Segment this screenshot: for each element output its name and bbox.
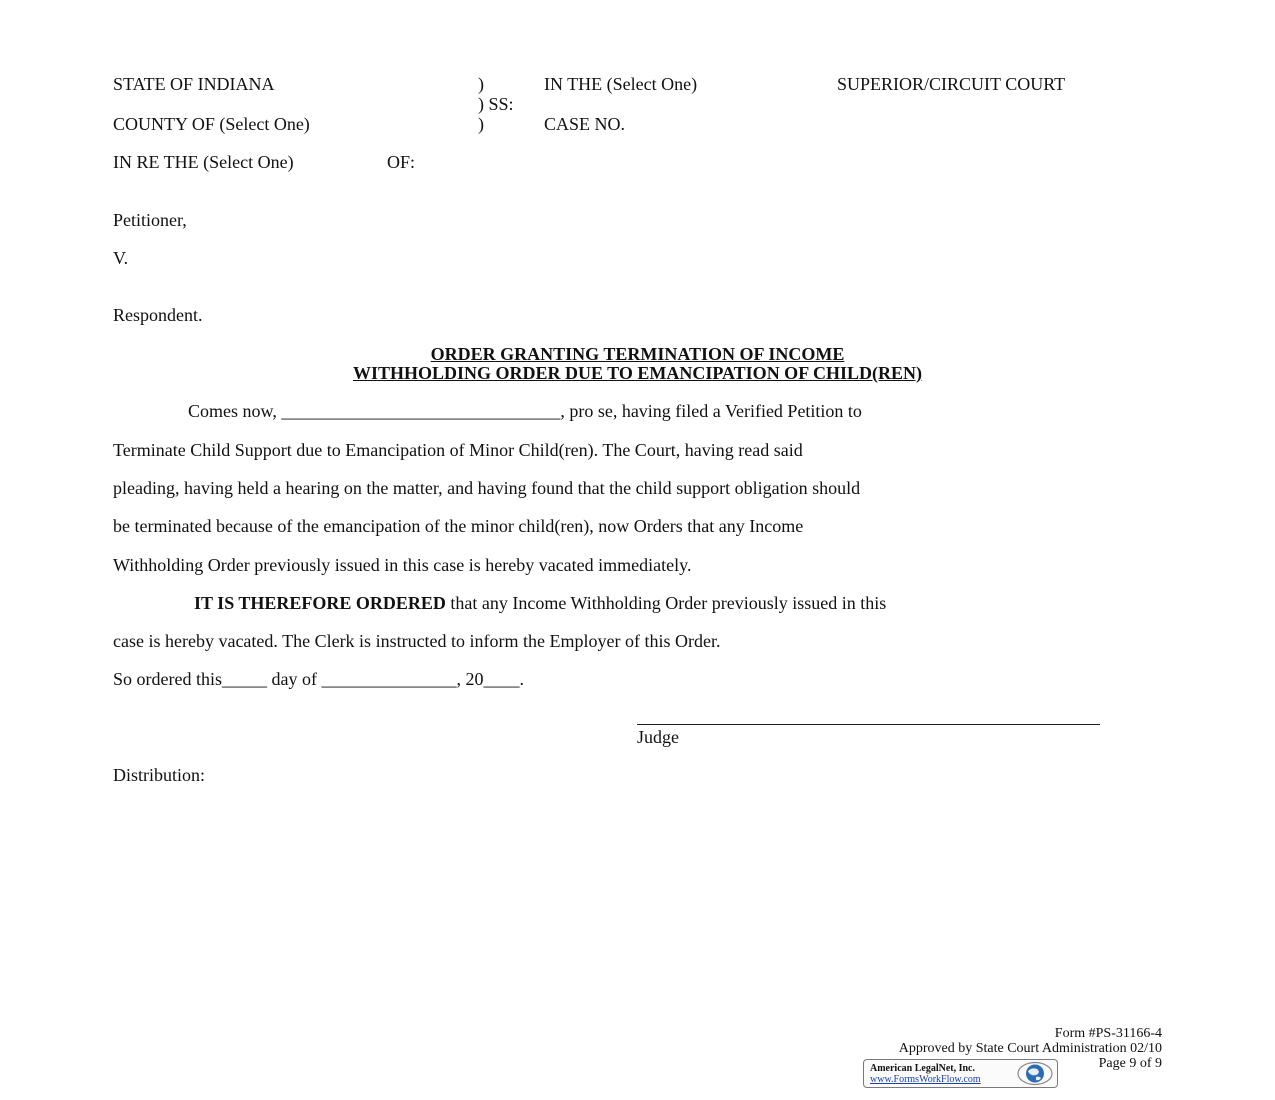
body-p2-rest: that any Income Withholding Order previously issued in this xyxy=(445,593,887,613)
legalnet-logo-badge[interactable] xyxy=(863,1059,1058,1088)
body-p1-line-2: Terminate Child Support due to Emancipation of Minor Child(ren). The Court, having read said xyxy=(113,440,803,460)
logo-company-name: American LegalNet, Inc. xyxy=(870,1063,975,1074)
versus-label: V. xyxy=(113,248,129,268)
caption-paren-2: ) xyxy=(478,114,484,134)
caption-paren-1: ) xyxy=(478,74,484,94)
order-title-line-1: ORDER GRANTING TERMINATION OF INCOME xyxy=(430,344,845,364)
approval-note: Approved by State Court Administration 02/10 xyxy=(898,1041,1162,1056)
therefore-ordered-text: IT IS THEREFORE ORDERED xyxy=(194,593,446,613)
judge-label: Judge xyxy=(637,727,679,747)
body-p1-line-1: Comes now, _______________________________, pro se, having filed a Verified Petition to xyxy=(188,401,862,421)
body-p1-line-5: Withholding Order previously issued in this case is hereby vacated immediately. xyxy=(113,555,692,575)
body-p2-line-1 xyxy=(194,593,1244,613)
form-number: Form #PS-31166-4 xyxy=(1054,1026,1162,1041)
body-p1-line-4: be terminated because of the emancipation of the minor child(ren), now Orders that any Income xyxy=(113,516,804,536)
judge-signature-line[interactable] xyxy=(637,724,1100,725)
court-type-label: SUPERIOR/CIRCUIT COURT xyxy=(837,74,1066,94)
body-p1-line-3: pleading, having held a hearing on the matter, and having found that the child support obligation should xyxy=(113,478,861,498)
body-p2-line-2: case is hereby vacated. The Clerk is instructed to inform the Employer of this Order. xyxy=(113,631,721,651)
county-select-field[interactable]: COUNTY OF (Select One) xyxy=(113,114,310,134)
globe-icon xyxy=(1016,1061,1054,1086)
respondent-label: Respondent. xyxy=(113,305,203,325)
state-label: STATE OF INDIANA xyxy=(113,74,275,94)
distribution-label: Distribution: xyxy=(113,765,206,785)
court-select-field[interactable]: IN THE (Select One) xyxy=(544,74,698,94)
of-label: OF: xyxy=(387,152,416,172)
order-title-line-2: WITHHOLDING ORDER DUE TO EMANCIPATION OF CHILD(REN) xyxy=(352,363,923,383)
so-ordered-line: So ordered this_____ day of _______________, 20____. xyxy=(113,669,524,689)
in-re-select-field[interactable]: IN RE THE (Select One) xyxy=(113,152,294,172)
case-number-label: CASE NO. xyxy=(544,114,626,134)
logo-website-link[interactable]: www.FormsWorkFlow.com xyxy=(870,1074,981,1085)
page-number: Page 9 of 9 xyxy=(1098,1056,1162,1071)
petitioner-label: Petitioner, xyxy=(113,210,187,230)
caption-ss: ) SS: xyxy=(478,94,514,114)
